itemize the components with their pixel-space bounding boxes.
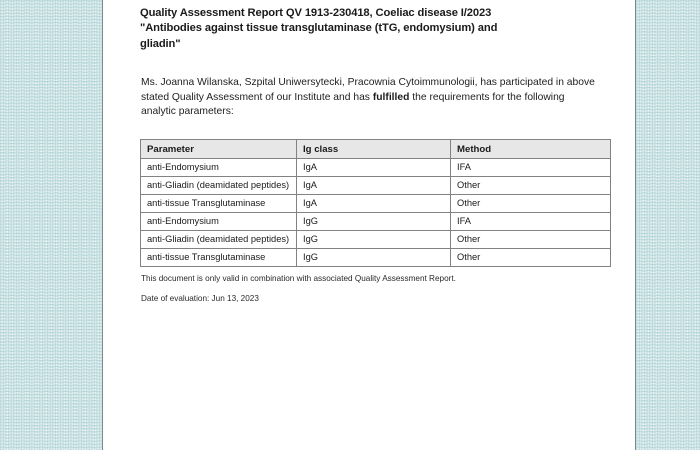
cell-ig-class: IgA	[297, 177, 451, 195]
cell-ig-class: IgG	[297, 213, 451, 231]
cell-ig-class: IgG	[297, 249, 451, 267]
table-row	[141, 195, 611, 213]
column-header-ig-class: Ig class	[297, 140, 451, 159]
participation-statement	[141, 76, 596, 120]
table-row	[141, 177, 611, 195]
cell-method: IFA	[451, 159, 611, 177]
table-header-row	[141, 140, 611, 159]
column-header-method: Method	[451, 140, 611, 159]
cell-method: Other	[451, 249, 611, 267]
statement-text-after-emphasis: the requirements for the following analytic parameters:	[141, 91, 565, 118]
cell-method: Other	[451, 195, 611, 213]
table-row	[141, 213, 611, 231]
cell-parameter: anti-Endomysium	[141, 159, 297, 177]
evaluation-date: Date of evaluation: Jun 13, 2023	[141, 294, 259, 303]
cell-parameter: anti-tissue Transglutaminase	[141, 195, 297, 213]
security-pattern-left	[0, 0, 103, 450]
validity-note: This document is only valid in combination with associated Quality Assessment Report.	[141, 274, 456, 283]
document-title	[140, 6, 600, 52]
document-title-line-1: Quality Assessment Report QV 1913-230418, Coeliac disease I/2023	[140, 7, 492, 19]
analytic-parameters-table	[140, 139, 611, 267]
column-header-parameter: Parameter	[141, 140, 297, 159]
document-title-line-3: gliadin"	[140, 37, 181, 50]
statement-text-before-emphasis: Ms. Joanna Wilanska, Szpital Uniwersytecki, Pracownia Cytoimmunologii, has participated in above stated Quality Assessment of our Institute and has	[141, 77, 595, 103]
table-row	[141, 249, 611, 267]
table-row	[141, 159, 611, 177]
cell-ig-class: IgA	[297, 195, 451, 213]
cell-parameter: anti-Endomysium	[141, 213, 297, 231]
cell-parameter: anti-Gliadin (deamidated peptides)	[141, 177, 297, 195]
cell-method: Other	[451, 177, 611, 195]
cell-method: Other	[451, 231, 611, 249]
table-row	[141, 231, 611, 249]
cell-ig-class: IgG	[297, 231, 451, 249]
document-title-line-2: "Antibodies against tissue transglutaminase (tTG, endomysium) and	[140, 22, 498, 35]
cell-method: IFA	[451, 213, 611, 231]
cell-parameter: anti-tissue Transglutaminase	[141, 249, 297, 267]
security-pattern-right	[635, 0, 700, 450]
cell-ig-class: IgA	[297, 159, 451, 177]
document-content-sheet	[103, 0, 635, 450]
statement-emphasis-fulfilled: fulfilled	[372, 91, 410, 103]
cell-parameter: anti-Gliadin (deamidated peptides)	[141, 231, 297, 249]
